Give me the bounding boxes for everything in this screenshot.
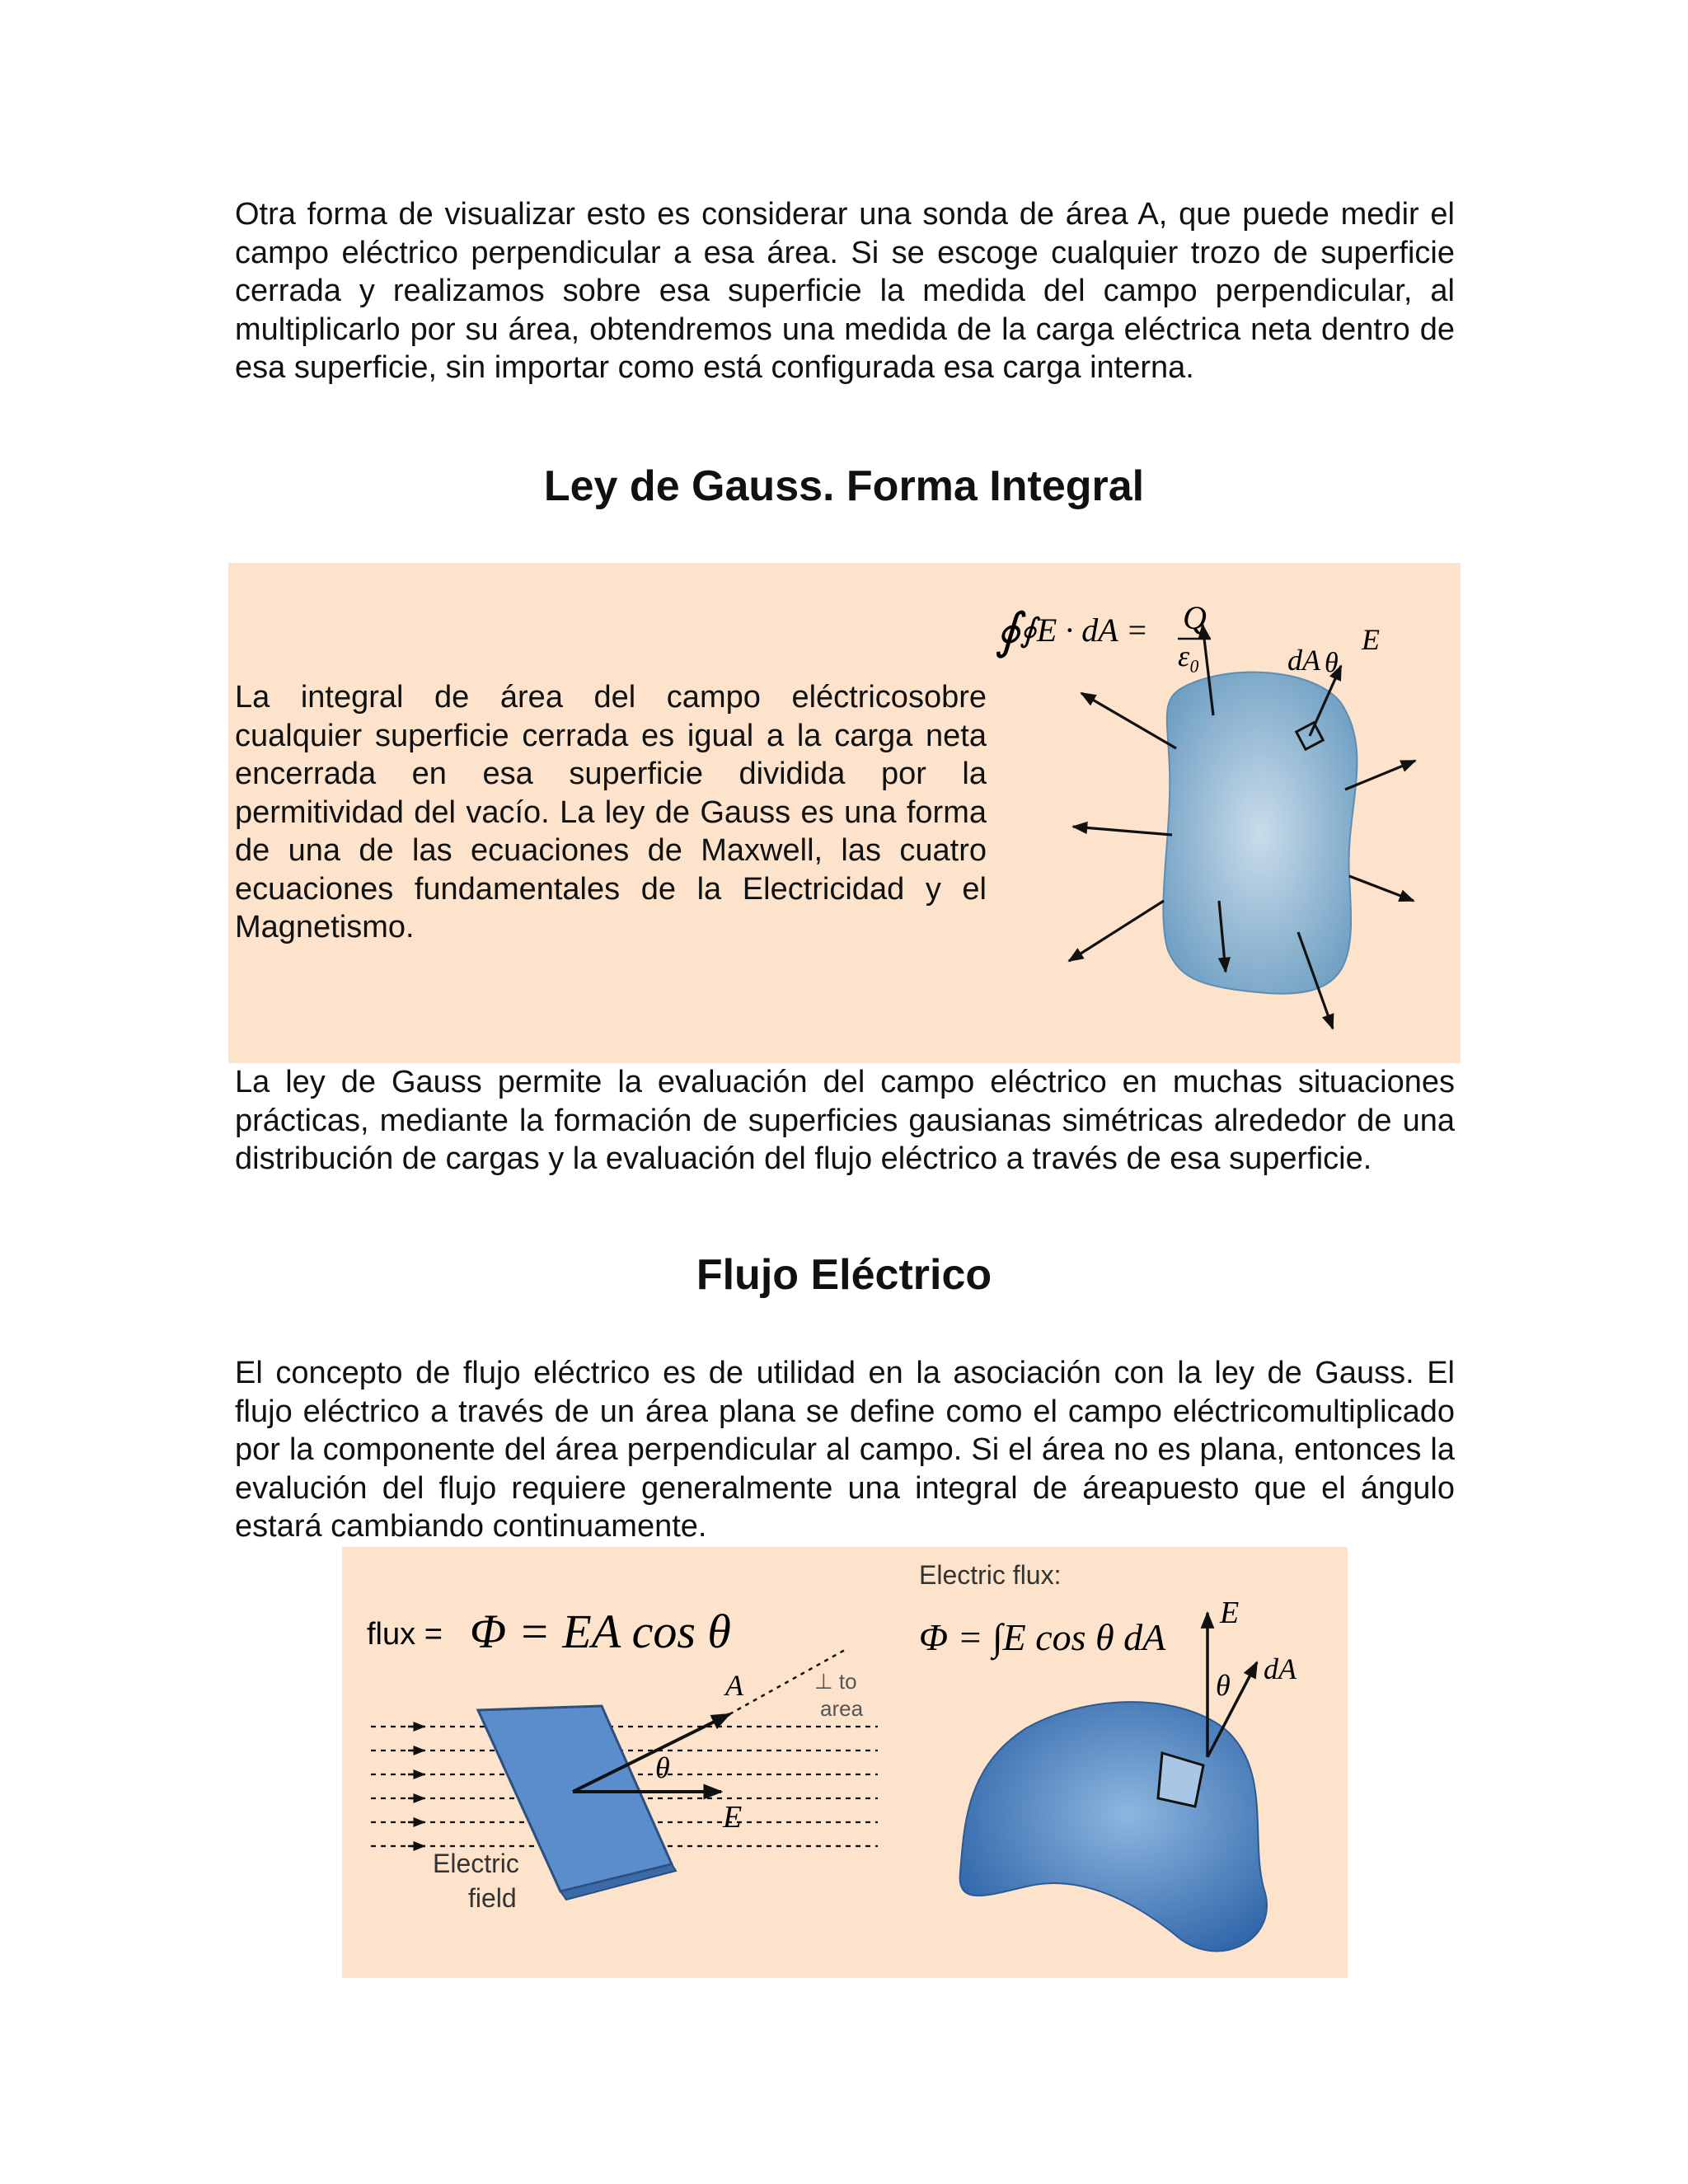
label-A: A [725, 1669, 743, 1702]
electric-flux-diagram [342, 1547, 1348, 1978]
label-electric: Electric [433, 1849, 519, 1878]
gauss-application-paragraph: La ley de Gauss permite la evaluación del campo eléctrico en muchas situaciones prácticas, mediante la formación de superficies gausianas simétricas alrededor de una distribución de cargas y la evaluación del flujo eléctrico a través de esa superficie. [235, 1065, 1455, 1176]
gaussian-surface [1163, 673, 1357, 994]
label-E: E [1362, 623, 1380, 656]
label-theta: θ [1325, 648, 1339, 678]
label-E-flat: E [723, 1800, 743, 1835]
field-arrow [1349, 876, 1414, 901]
label-perp-to: ⊥ to [814, 1669, 857, 1694]
field-arrow [1081, 693, 1176, 748]
electric-flux-formula: Φ = ∫E cos θ dA [919, 1616, 1166, 1658]
field-arrow [1073, 827, 1172, 835]
label-dA: dA [1287, 644, 1320, 677]
electric-flux-paragraph: El concepto de flujo eléctrico es de utilidad en la asociación con la ley de Gauss. El flujo eléctrico a través de un área plana se define como el campo eléctricomultiplicado por la componente del área perpendicular al campo. Si el área no es plana, entonces la evalución del flujo requiere generalmente una integral de áreapuesto que el ángulo estará cambiando continuamente. [235, 1356, 1455, 1544]
gauss-law-diagram [995, 563, 1461, 1063]
curved-surface [960, 1702, 1267, 1951]
electric-flux-heading: Flujo Eléctrico [696, 1251, 992, 1299]
flux-label-E: E [1220, 1596, 1240, 1630]
field-arrow [1069, 901, 1164, 961]
electric-flux-figure [342, 1547, 1348, 1978]
flux-label-theta: θ [1216, 1669, 1231, 1702]
intro-paragraph: Otra forma de visualizar esto es considerar una sonda de área A, que puede medir el campo eléctrico perpendicular a esa área. Si se escoge cualquier trozo de superficie cerrada y realizamos sobre esa superficie la medida del campo perpendicular, al multiplicarlo por su área, obtendremos una medida de la carga eléctrica neta dentro de esa superficie, sin importar como está configurada esa carga interna. [235, 197, 1455, 385]
equation-lhs: ∮E · dA = [1020, 612, 1148, 649]
label-perp-area: area [820, 1696, 864, 1721]
gauss-law-panel [228, 563, 1461, 1063]
electric-flux-title: Electric flux: [919, 1560, 1062, 1590]
integral-sign: ∮ [995, 604, 1021, 658]
equation-denominator: ε₀ [1178, 640, 1200, 673]
equation-numerator: Q [1183, 599, 1207, 636]
flux-prefix: flux = [367, 1617, 443, 1652]
gauss-law-description: La integral de área del campo eléctricosobre cualquier superficie cerrada es igual a la carga neta encerrada en esa superficie dividida por la permitividad del vacío. La ley de Gauss es una forma de una de las ecuaciones de Maxwell, las cuatro ecuaciones fundamentales de la Electricidad y el Magnetismo. [235, 680, 987, 944]
flux-formula: Φ = EA cos θ [470, 1605, 731, 1658]
flux-label-dA: dA [1264, 1652, 1296, 1685]
field-line-arrows [408, 1727, 424, 1846]
gauss-equation [995, 599, 1211, 673]
label-field: field [468, 1883, 517, 1913]
gauss-law-heading: Ley de Gauss. Forma Integral [543, 462, 1145, 510]
label-theta-flat: θ [655, 1751, 670, 1784]
